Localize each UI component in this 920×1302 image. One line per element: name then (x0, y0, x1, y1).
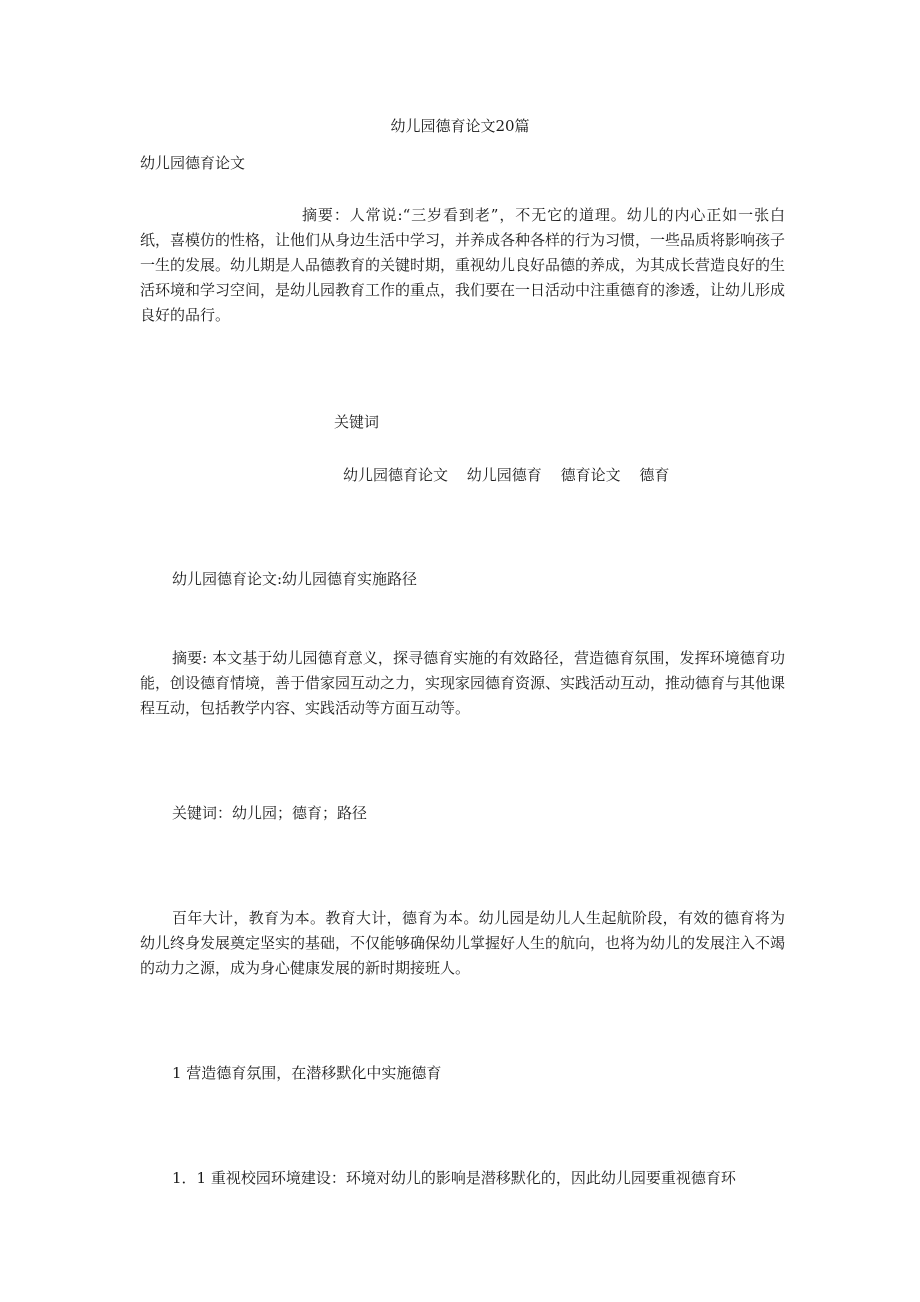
keyword-item: 幼儿园德育 (466, 466, 542, 484)
abstract-paragraph-2: 摘要: 本文基于幼儿园德育意义，探寻德育实施的有效路径，营造德育氛围，发挥环境德育功能，创设德育情境，善于借家园互动之力，实现家园德育资源、实践活动互动，推动德育与其他课程互动，包括教学内容、实践活动等方面互动等。 (140, 649, 786, 717)
abstract-paragraph-1: 摘要：人常说:“三岁看到老”，不无它的道理。幼儿的内心正如一张白纸，喜模仿的性格，让他们从身边生活中学习，并养成各种各样的行为习惯，一些品质将影响孩子一生的发展。幼儿期是人品德教育的关键时期，重视幼儿良好品德的养成，为其成长营造良好的生活环境和学习空间，是幼儿园教育工作的重点，我们要在一日活动中注重德育的渗透，让幼儿形成良好的品行。 (140, 206, 786, 324)
keywords-label: 关键词 (334, 413, 380, 431)
keyword-item: 德育 (639, 466, 670, 484)
article-title: 幼儿园德育论文:幼儿园德育实施路径 (172, 570, 418, 588)
keywords-list (343, 463, 683, 488)
section-heading-1: 1 营造德育氛围，在潜移默化中实施德育 (172, 1064, 442, 1082)
section-heading-1-1: 1．1 重视校园环境建设：环境对幼儿的影响是潜移默化的，因此幼儿园要重视德育环 (172, 1169, 736, 1187)
keyword-item: 德育论文 (560, 466, 621, 484)
intro-paragraph: 百年大计，教育为本。教育大计，德育为本。幼儿园是幼儿人生起航阶段，有效的德育将为幼儿终身发展奠定坚实的基础，不仅能够确保幼儿掌握好人生的航向，也将为幼儿的发展注入不竭的动力之源，成为身心健康发展的新时期接班人。 (140, 909, 786, 977)
keyword-item: 幼儿园德育论文 (343, 466, 449, 484)
document-title: 幼儿园德育论文20篇 (390, 117, 530, 135)
document-subtitle: 幼儿园德育论文 (140, 154, 246, 172)
keywords-line: 关键词：幼儿园；德育；路径 (172, 804, 368, 822)
